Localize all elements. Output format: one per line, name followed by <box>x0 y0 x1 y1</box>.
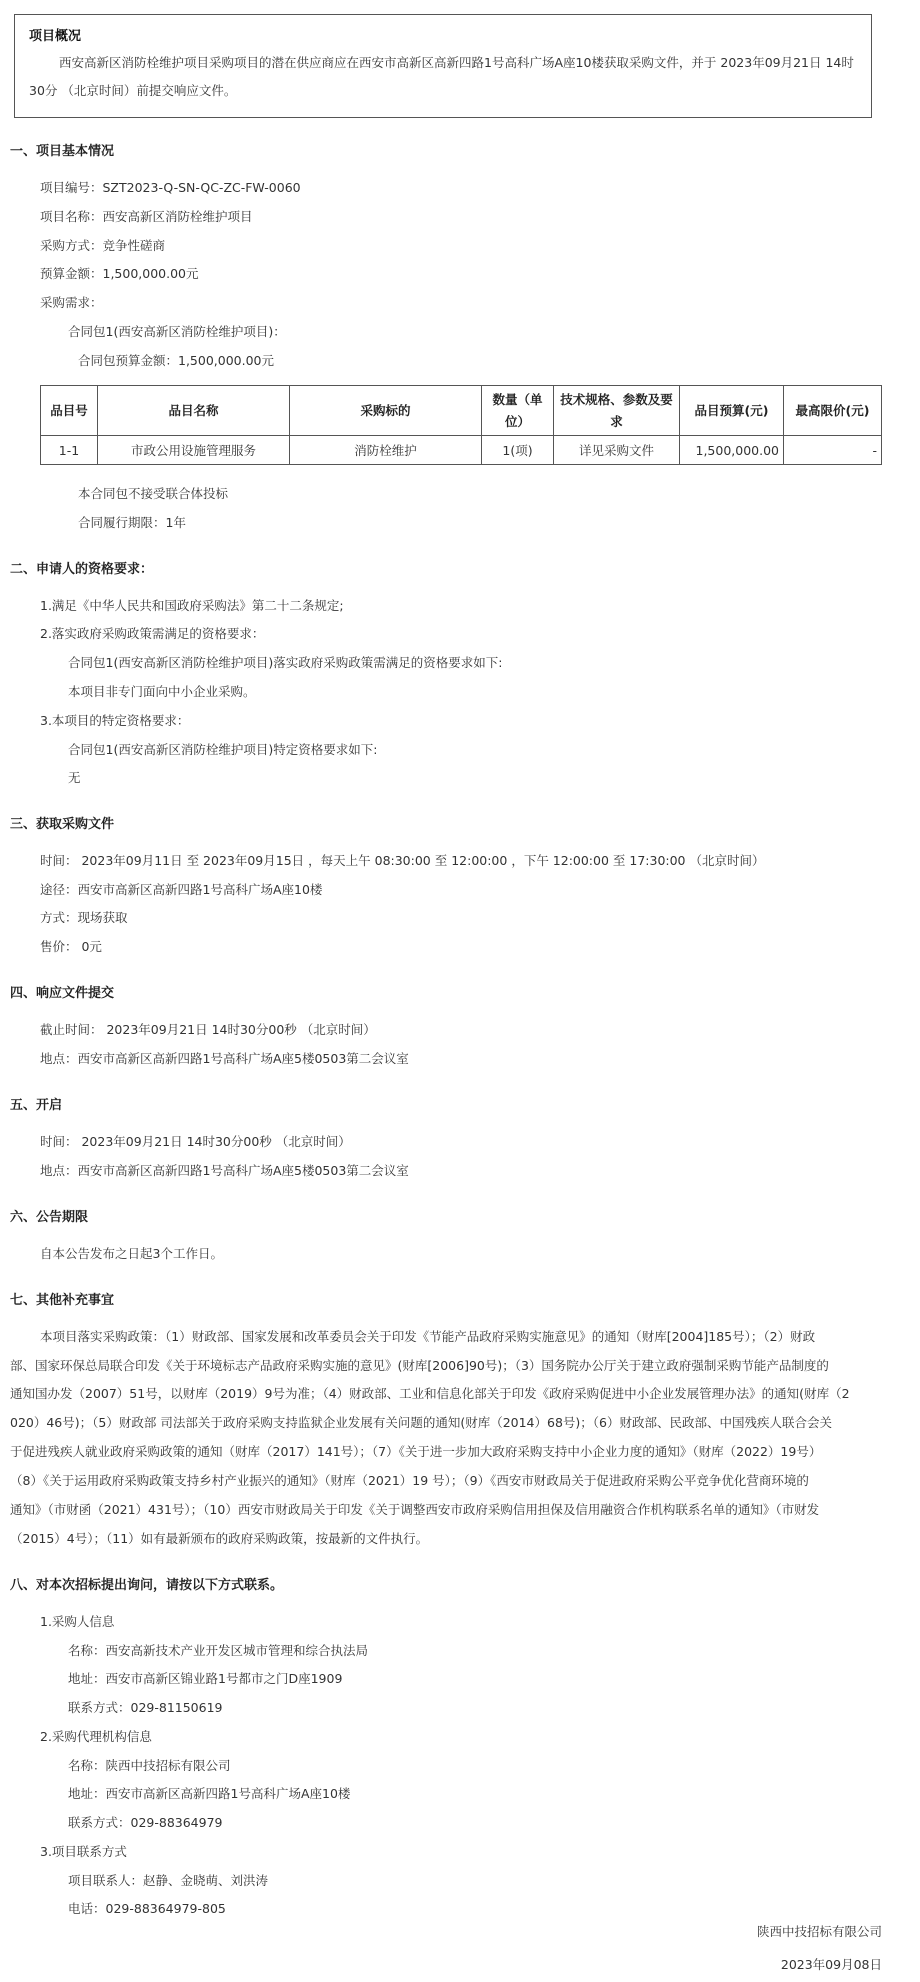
cell-target: 消防栓维护 <box>290 436 482 465</box>
contact-info-title: 3.项目联系方式 <box>40 1844 127 1859</box>
submit-deadline: 截止时间： 2023年09月21日 14时30分00秒 （北京时间） <box>40 1022 376 1037</box>
qualification-item-1: 1.满足《中华人民共和国政府采购法》第二十二条规定; <box>40 598 344 613</box>
col-spec: 技术规格、参数及要求 <box>554 386 680 436</box>
budget-amount: 预算金额：1,500,000.00元 <box>40 266 199 281</box>
table-row <box>41 436 882 465</box>
qualification-item-2: 2.落实政府采购政策需满足的资格要求： <box>40 626 265 641</box>
section-7-heading: 七、其他补充事宜 <box>10 1293 115 1308</box>
footer-company: 陕西中技招标有限公司 <box>756 1924 882 1939</box>
policy-line: 部、国家环保总局联合印发《关于环境标志产品政府采购实施的意见》(财库[2006]90号)；（3）国务院办公厅关于建立政府强制采购节能产品制度的 <box>10 1358 829 1373</box>
project-name: 项目名称：西安高新区消防栓维护项目 <box>40 209 253 224</box>
buyer-phone: 联系方式：029-81150619 <box>68 1700 223 1715</box>
table-header-row <box>41 386 882 436</box>
footer-date: 2023年09月08日 <box>780 1957 882 1972</box>
policy-line: 本项目落实采购政策：（1）财政部、国家发展和改革委员会关于印发《节能产品政府采购实施意见》的通知（财库[2004]185号）；（2）财政 <box>40 1329 816 1344</box>
obtain-time: 时间： 2023年09月11日 至 2023年09月15日 ，每天上午 08:30:00 至 12:00:00 ，下午 12:00:00 至 17:30:00 （北京时间） <box>40 853 765 868</box>
col-quantity: 数量（单位） <box>482 386 554 436</box>
section-4-heading: 四、响应文件提交 <box>10 986 115 1001</box>
notice-period: 自本公告发布之日起3个工作日。 <box>40 1246 223 1261</box>
section-5-heading: 五、开启 <box>10 1098 63 1113</box>
agent-info-title: 2.采购代理机构信息 <box>40 1729 152 1744</box>
col-target: 采购标的 <box>290 386 482 436</box>
section-2-heading: 二、申请人的资格要求： <box>10 562 154 577</box>
cell-quantity: 1(项) <box>482 436 554 465</box>
items-table <box>40 385 882 465</box>
qualification-item-3: 3.本项目的特定资格要求： <box>40 713 190 728</box>
buyer-info-title: 1.采购人信息 <box>40 1614 115 1629</box>
obtain-price: 售价： 0元 <box>40 939 102 954</box>
contact-phone: 电话：029-88364979-805 <box>68 1901 226 1916</box>
qualification-item-2-detail: 本项目非专门面向中小企业采购。 <box>68 684 256 699</box>
open-time: 时间： 2023年09月21日 14时30分00秒 （北京时间） <box>40 1134 351 1149</box>
no-union-note: 本合同包不接受联合体投标 <box>78 486 229 501</box>
col-item-budget: 品目预算(元) <box>680 386 784 436</box>
col-max-price: 最高限价(元) <box>784 386 882 436</box>
cell-max-price: - <box>784 436 882 465</box>
submit-place: 地点：西安市高新区高新四路1号高科广场A座5楼0503第二会议室 <box>40 1051 409 1066</box>
procurement-method: 采购方式：竞争性磋商 <box>40 238 166 253</box>
cell-item-no: 1-1 <box>41 436 98 465</box>
agent-name: 名称：陕西中技招标有限公司 <box>68 1758 231 1773</box>
open-place: 地点：西安市高新区高新四路1号高科广场A座5楼0503第二会议室 <box>40 1163 409 1178</box>
policy-line: （8）《关于运用政府采购政策支持乡村产业振兴的通知》（财库（2021）19 号）；（9）《西安市财政局关于促进政府采购公平竞争优化营商环境的 <box>10 1473 809 1488</box>
qualification-item-3-sub: 合同包1(西安高新区消防栓维护项目)特定资格要求如下: <box>68 742 378 757</box>
section-8-heading: 八、对本次招标提出询问，请按以下方式联系。 <box>10 1578 284 1593</box>
section-1-heading: 一、项目基本情况 <box>10 144 115 159</box>
cell-item-name: 市政公用设施管理服务 <box>98 436 290 465</box>
policy-line: 于促进残疾人就业政府采购政策的通知（财库（2017）141号）；（7）《关于进一步加大政府采购支持中小企业力度的通知》（财库（2022）19号） <box>10 1444 822 1459</box>
policy-line: 020）46号)；（5）财政部 司法部关于政府采购支持监狱企业发展有关问题的通知(财库（2014）68号)；（6）财政部、民政部、中国残疾人联合会关 <box>10 1415 832 1430</box>
procurement-needs: 采购需求： <box>40 295 103 310</box>
policy-line: （2015）4号）；（11）如有最新颁布的政府采购政策，按最新的文件执行。 <box>10 1531 429 1546</box>
col-item-name: 品目名称 <box>98 386 290 436</box>
project-overview-box <box>14 14 872 118</box>
contact-person: 项目联系人：赵静、金晓萌、刘洪涛 <box>68 1873 269 1888</box>
agent-address: 地址：西安市高新区高新四路1号高科广场A座10楼 <box>68 1786 351 1801</box>
policy-line: 通知》（市财函（2021）431号）；（10）西安市财政局关于印发《关于调整西安市政府采购信用担保及信用融资合作机构联系名单的通知》（市财发 <box>10 1502 820 1517</box>
qualification-item-2-sub: 合同包1(西安高新区消防栓维护项目)落实政府采购政策需满足的资格要求如下: <box>68 655 503 670</box>
col-item-no: 品目号 <box>41 386 98 436</box>
agent-phone: 联系方式：029-88364979 <box>68 1815 223 1830</box>
section-6-heading: 六、公告期限 <box>10 1210 89 1225</box>
qualification-item-3-detail: 无 <box>68 770 81 785</box>
package-budget: 合同包预算金额：1,500,000.00元 <box>78 353 274 368</box>
contract-period: 合同履行期限：1年 <box>78 515 186 530</box>
overview-title: 项目概况 <box>29 29 82 44</box>
policy-line: 通知国办发（2007）51号，以财库（2019）9号为准；（4）财政部、工业和信息化部关于印发《政府采购促进中小企业发展管理办法》的通知(财库（2 <box>10 1386 850 1401</box>
buyer-name: 名称：西安高新技术产业开发区城市管理和综合执法局 <box>68 1643 369 1658</box>
cell-spec: 详见采购文件 <box>554 436 680 465</box>
section-3-heading: 三、获取采购文件 <box>10 817 115 832</box>
project-number: 项目编号：SZT2023-Q-SN-QC-ZC-FW-0060 <box>40 180 301 195</box>
overview-text: 西安高新区消防栓维护项目采购项目的潜在供应商应在西安市高新区高新四路1号高科广场A座10楼获取采购文件，并于 2023年09月21日 14时30分 （北京时间）前提交响应文件。 <box>29 55 854 98</box>
obtain-way: 途径：西安市高新区高新四路1号高科广场A座10楼 <box>40 882 323 897</box>
buyer-address: 地址：西安市高新区锦业路1号都市之门D座1909 <box>68 1671 343 1686</box>
contract-package: 合同包1(西安高新区消防栓维护项目)： <box>68 324 286 339</box>
obtain-mode: 方式：现场获取 <box>40 910 128 925</box>
cell-item-budget: 1,500,000.00 <box>680 436 784 465</box>
